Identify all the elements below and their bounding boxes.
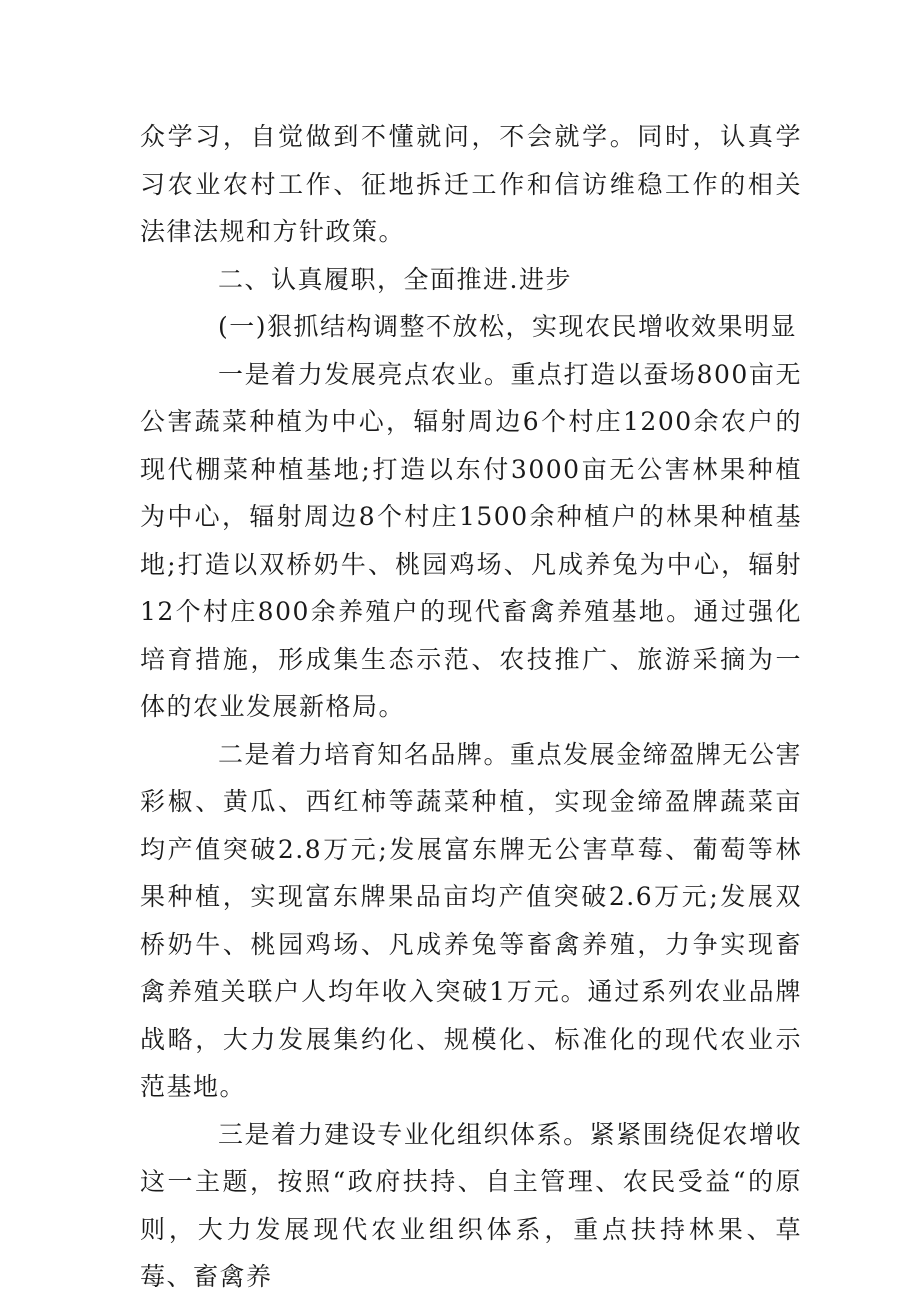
section-heading-performance: 二、认真履职，全面推进.进步: [218, 264, 572, 294]
paragraph-study-laws: 众学习，自觉做到不懂就问，不会就学。同时，认真学习农业农村工作、征地拆迁工作和信访维稳工作的相关法律法规和方针政策。: [140, 122, 802, 246]
subsection-heading-structure-adjustment: (一)狠抓结构调整不放松，实现农民增收效果明显: [218, 312, 798, 341]
paragraph-highlight-agriculture: 一是着力发展亮点农业。重点打造以蚕场800亩无公害蔬菜种植为中心，辐射周边6个村庄1200余农户的现代棚菜种植基地;打造以东付3000亩无公害林果种植为中心，辐射周边8个村庄1500余种植户的林果种植基地;打造以双桥奶牛、桃园鸡场、凡成养兔为中心，辐射12个村庄800余养殖户的现代畜禽养殖基地。通过强化培育措施，形成集生态示范、农技推广、旅游采摘为一体的农业发展新格局。: [140, 359, 802, 721]
paragraph-brand-building: 二是着力培育知名品牌。重点发展金缔盈牌无公害彩椒、黄瓜、西红柿等蔬菜种植，实现金缔盈牌蔬菜亩均产值突破2.8万元;发展富东牌无公害草莓、葡萄等林果种植，实现富东牌果品亩均产值突破2.6万元;发展双桥奶牛、桃园鸡场、凡成养兔等畜禽养殖，力争实现畜禽养殖关联户人均年收入突破1万元。通过系列农业品牌战略，大力发展集约化、规模化、标准化的现代农业示范基地。: [140, 739, 802, 1101]
paragraph-organization-system: 三是着力建设专业化组织体系。紧紧围绕促农增收这一主题，按照“政府扶持、自主管理、农民受益“的原则，大力发展现代农业组织体系，重点扶持林果、草莓、畜禽养: [140, 1119, 802, 1291]
document-body: [140, 113, 802, 1301]
